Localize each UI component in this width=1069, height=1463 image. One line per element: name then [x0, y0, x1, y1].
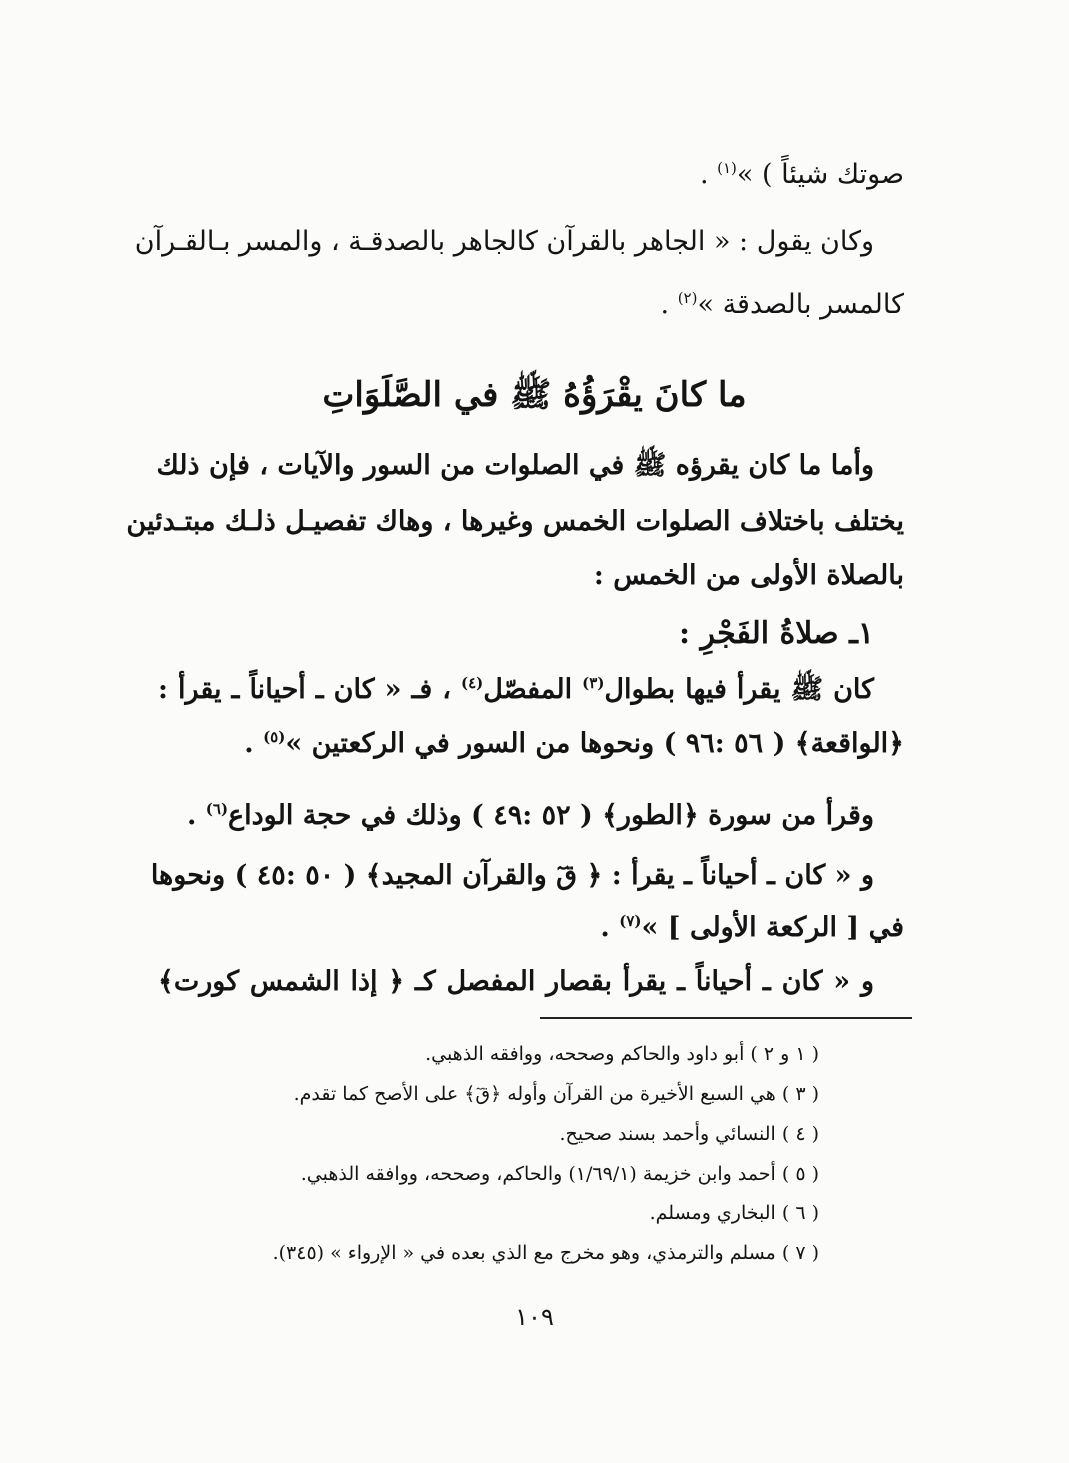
footnote-ref: (٤)	[461, 674, 484, 692]
text-run: .	[244, 728, 264, 759]
text-run: كالمسر بالصدقة »	[697, 289, 904, 320]
text-line	[700, 155, 904, 195]
text-line: يختلف باختلاف الصلوات الخمس وغيرها ، وهاك تفصيـل ذلـك مبتـدئين	[126, 506, 904, 537]
footnote-ref: (٦)	[205, 800, 229, 818]
text-run: صوتك شيئاً ) »	[736, 159, 904, 190]
footnote-ref: (٧)	[619, 912, 642, 930]
text-line	[158, 670, 874, 710]
text-run: .	[660, 289, 678, 320]
text-run: .	[186, 800, 206, 831]
footnote: ( ٤ ) النسائي وأحمد بسند صحيح.	[559, 1123, 819, 1145]
text-run: ، فـ « كان ـ أحياناً ـ يقرأ :	[158, 674, 461, 705]
text-line	[187, 796, 874, 836]
text-line: و « كان ـ أحياناً ـ يقرأ : ﴿ قٓ والقرآن المجيد﴾ ( ٥٠ :٤٥ ) ونحوها	[150, 860, 874, 891]
text-line: وكان يقول : « الجاهر بالقرآن كالجاهر بالصدقـة ، والمسر بـالقـرآن	[134, 226, 874, 257]
footnote: ( ٧ ) مسلم والترمذي، وهو مخرج مع الذي بعده في « الإرواء » (٣٤٥).	[272, 1242, 819, 1264]
footnote-ref: (٥)	[263, 728, 286, 746]
text-run: ﴿الواقعة﴾ ( ٥٦ :٩٦ ) ونحوها من السور في الركعتين »	[285, 728, 904, 759]
footnote: ( ٣ ) هي السبع الأخيرة من القرآن وأوله ﴿قٓ﴾ على الأصح كما تقدم.	[293, 1083, 819, 1105]
section-heading: ما كانَ يقْرَؤُهُ ﷺ في الصَّلَوَاتِ	[322, 375, 747, 415]
text-run: .	[699, 159, 718, 190]
footnote: ( ١ و ٢ ) أبو داود والحاكم وصححه، ووافقه الذهبي.	[425, 1043, 819, 1065]
footnote: ( ٥ ) أحمد وابن خزيمة (١/٦٩/١) والحاكم، وصححه، ووافقه الذهبي.	[300, 1163, 819, 1185]
text-line	[661, 285, 904, 325]
text-run: .	[600, 912, 620, 943]
text-line: بالصلاة الأولى من الخمس :	[593, 560, 904, 591]
footnote-ref: (٣)	[582, 674, 605, 692]
footnote: ( ٦ ) البخاري ومسلم.	[649, 1202, 819, 1224]
text-line	[600, 908, 904, 948]
page-number: ١٠٩	[515, 1303, 554, 1331]
footnote-ref: (١)	[717, 159, 737, 177]
text-line	[244, 724, 904, 764]
text-line: وأما ما كان يقرؤه ﷺ في الصلوات من السور والآيات ، فإن ذلك	[156, 450, 874, 481]
footnote-separator	[540, 1017, 912, 1019]
text-run: المفصّل	[483, 674, 583, 705]
subsection-heading: ١ـ صلاةُ الفَجْرِ :	[679, 616, 874, 651]
text-run: وقرأ من سورة ﴿الطور﴾ ( ٥٢ :٤٩ ) وذلك في حجة الوداع	[228, 800, 874, 831]
footnote-ref: (٢)	[677, 289, 698, 307]
text-run: كان ﷺ يقرأ فيها بطوال	[604, 674, 874, 705]
text-run: في [ الركعة الأولى ] »	[641, 912, 904, 943]
text-line: و « كان ـ أحياناً ـ يقرأ بقصار المفصل كـ ﴿ إذا الشمس كورت﴾	[158, 966, 874, 997]
